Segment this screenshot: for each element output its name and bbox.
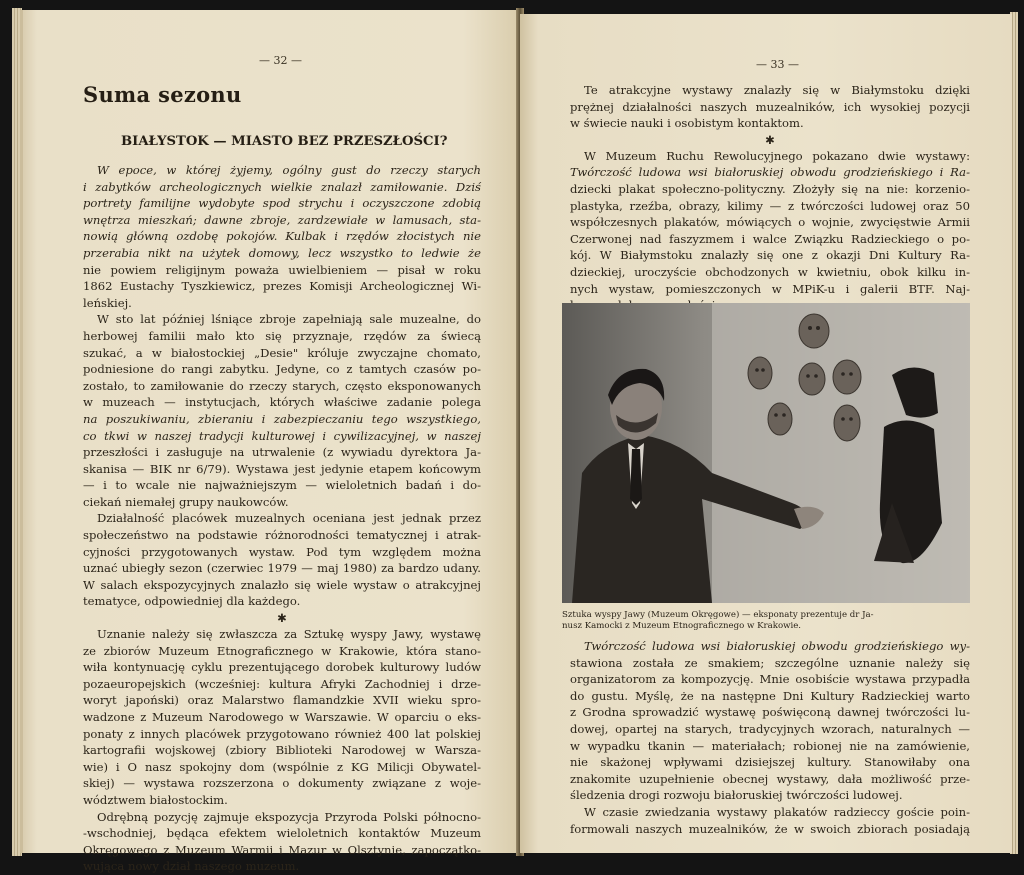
text-line: przerabia nikt na użytek domowy, lecz wszystko to ledwie że — [83, 245, 481, 260]
right-column-text-bottom — [570, 638, 970, 837]
text-line: nowią główną ozdobę pokojów. Kulbak i rzędów złocistych nie — [83, 229, 481, 244]
text-line: nie powiem religijnym poważa uwielbieniem — pisał w roku — [83, 262, 481, 277]
text-line: cyjności przygotowanych wystaw. Pod tym względem można — [83, 544, 481, 559]
text-line: na poszukiwaniu, zbieraniu i zabezpieczaniu tego wszystkiego, — [83, 411, 481, 426]
right-column-text-top — [570, 82, 970, 314]
text-line: i zabytków archeologicznych wielkie znalazł zamiłowanie. Dziś — [83, 179, 481, 194]
text-line: Twórczość ludowa wsi białoruskiej obwodu grodzieńskiego i Ra- — [570, 165, 970, 180]
text-line: Czerwonej nad faszyzmem i walce Związku Radzieckiego o po- — [570, 231, 970, 246]
text-line: wództwem białostockim. — [83, 792, 228, 807]
text-line: prężnej działalności naszych muzealników, ich wysokiej pozycji — [570, 99, 970, 114]
text-line: ze zbiorów Muzeum Etnograficznego w Krakowie, która stano- — [83, 643, 481, 658]
section-divider-star: ✱ — [277, 611, 287, 626]
photo-caption-line-2: nusz Kamocki z Muzeum Etnograficznego w Krakowie. — [562, 621, 802, 631]
text-line: zostało, to zamiłowanie do rzeczy starych, często eksponowanych — [83, 378, 481, 393]
text-line: w świecie nauki i osobistym kontaktom. — [570, 116, 804, 131]
text-line: co tkwi w naszej tradycji kulturowej i cywilizacyjnej, w naszej — [83, 428, 481, 443]
page-number-right: — 33 — — [756, 58, 799, 71]
text-line: woryt japoński) oraz Malarstwo flamandzkie XVII wieku spro- — [83, 693, 481, 708]
text-line: leńskiej. — [83, 295, 132, 310]
text-line: w muzeach — instytucjach, których właściwe zadanie polega — [83, 395, 481, 410]
text-line: w wypadku tkanin — materiałach; robionej nie na zamówienie, — [570, 738, 970, 753]
text-line: organizatorom za kompozycję. Mnie osobiście wystawa przypadła — [570, 672, 970, 687]
text-line: herbowej familii mało kto się przyznaje, rzędów za świecą — [83, 328, 481, 343]
left-column-text — [83, 162, 481, 875]
text-line: Uznanie należy się zwłaszcza za Sztukę wyspy Jawy, wystawę — [97, 627, 481, 642]
exhibition-photo — [562, 303, 970, 603]
text-line: szukać, a w białostockiej „Desie" króluje zwyczajne chomato, — [83, 345, 481, 360]
photo-illustration — [562, 303, 970, 603]
text-line: kartografii wojskowej (zbiory Biblioteki Narodowej w Warsza- — [83, 743, 481, 758]
photo-caption-line-1: Sztuka wyspy Jawy (Muzeum Okręgowe) — eksponaty prezentuje dr Ja- — [562, 610, 874, 620]
text-line: skanisa — BIK nr 6/79). Wystawa jest jedynie etapem końcowym — [83, 461, 481, 476]
text-line: ciekań niemałej grupy naukowców. — [83, 494, 289, 509]
text-line: plastyka, rzeźba, obrazy, kilimy — z twórczości ludowej oraz 50 — [570, 198, 970, 213]
text-line: z Grodna sprowadzić wystawę poświęconą dawnej twórczości lu- — [570, 705, 970, 720]
article-subtitle: BIAŁYSTOK — MIASTO BEZ PRZESZŁOŚCI? — [121, 134, 448, 149]
text-line: wnętrza mieszkań; dawne zbroje, zardzewiałe w lamusach, sta- — [83, 212, 481, 227]
page-number-left: — 32 — — [259, 54, 302, 67]
text-line: Okręgowego z Muzeum Warmii i Mazur w Olsztynie, zapoczątko- — [83, 842, 481, 857]
text-line: podniesione do rangi zabytku. Jedyne, co z tamtych czasów po- — [83, 362, 481, 377]
text-line: znakomite uzupełnienie obecnej wystawy, dała możliwość prze- — [570, 771, 970, 786]
text-line: do gustu. Myślę, że na następne Dni Kultury Radzieckiej warto — [570, 688, 970, 703]
text-line: uznać ubiegły sezon (czerwiec 1979 — maj 1980) za bardzo udany. — [83, 561, 481, 576]
text-line: pozaeuropejskich (wcześniej: kultura Afryki Zachodniej i drze- — [83, 676, 481, 691]
text-line: W sto lat później lśniące zbroje zapełniają sale muzealne, do — [97, 312, 481, 327]
text-line: kój. W Białymstoku znalazły się one z okazji Dni Kultury Ra- — [570, 248, 970, 263]
text-line: dziecki plakat społeczno-polityczny. Złożyły się na nie: korzenio- — [570, 181, 970, 196]
text-line: W Muzeum Ruchu Rewolucyjnego pokazano dwie wystawy: — [584, 148, 970, 163]
text-line: W czasie zwiedzania wystawy plakatów radzieccy goście poin- — [584, 804, 970, 819]
text-line: dowej, opartej na starych, tradycyjnych wzorach, naturalnych — — [570, 721, 970, 736]
text-line: Działalność placówek muzealnych oceniana jest jednak przez — [97, 511, 481, 526]
left-page — [20, 10, 523, 874]
text-line: -wschodniej, będąca efektem wieloletnich kontaktów Muzeum — [83, 826, 481, 841]
text-line: współczesnych plakatów, mówiących o wojnie, zwycięstwie Armii — [570, 215, 970, 230]
section-divider-star: ✱ — [765, 132, 775, 147]
text-line: nych wystaw, pomieszczonych w MPiK-u i galerii BTF. Naj- — [570, 281, 970, 296]
text-line: formowali naszych muzealników, że w swoich zbiorach posiadają — [570, 821, 970, 836]
section-title: Suma sezonu — [83, 82, 242, 107]
right-page — [520, 14, 1012, 853]
text-line: stawiona została ze smakiem; szczególne uznanie należy się — [570, 655, 970, 670]
text-line: W salach ekspozycyjnych znalazło się wiele wystaw o atrakcyjnej — [83, 577, 481, 592]
text-line: dzieckiej, uroczyście obchodzonych w kwietniu, obok kilku in- — [570, 264, 970, 279]
text-line: W epoce, w której żyjemy, ogólny gust do rzeczy starych — [97, 163, 481, 177]
text-line: portrety familijne wydobyte spod strychu i oczyszczone zdobią — [83, 196, 481, 211]
text-line: wie) i O nasz spokojny dom (wspólnie z KG Milicji Obywatel- — [83, 759, 481, 774]
text-line: 1862 Eustachy Tyszkiewicz, prezes Komisji Archeologicznej Wi- — [83, 279, 481, 294]
text-line: śledzenia drogi rozwoju białoruskiej twórczości ludowej. — [570, 788, 903, 803]
text-line: wadzone z Muzeum Narodowego w Warszawie. W oparciu o eks- — [83, 710, 481, 724]
text-line: skiej) — wystawa rozszerzona o dokumenty związane z woje- — [83, 776, 481, 791]
text-line: ponaty z innych placówek przygotowano również 400 lat polskiej — [83, 726, 481, 741]
text-line: Odrębną pozycję zajmuje ekspozycja Przyroda Polski północno- — [97, 809, 481, 824]
text-line: społeczeństwo na podstawie różnorodności tematycznej i atrak- — [83, 528, 481, 543]
text-line: przeszłości i zasługuje na utrwalenie (z wywiadu dyrektora Ja- — [83, 445, 481, 460]
text-line: — i to wcale nie najważniejszym — wieloletnich badań i do- — [83, 478, 481, 493]
text-line: wiła kontynuację cyklu prezentującego dorobek kulturowy ludów — [83, 660, 481, 675]
text-line: tematyce, odpowiedniej dla każdego. — [83, 594, 301, 609]
text-line: Twórczość ludowa wsi białoruskiej obwodu grodzieńskiego wy- — [584, 639, 970, 653]
text-line: wująca nowy dział naszego muzeum. — [83, 859, 300, 874]
text-line: Te atrakcyjne wystawy znalazły się w Białymstoku dzięki — [584, 83, 970, 97]
text-line: nie skażonej wpływami dzisiejszej kultury. Stanowiłaby ona — [570, 755, 970, 770]
